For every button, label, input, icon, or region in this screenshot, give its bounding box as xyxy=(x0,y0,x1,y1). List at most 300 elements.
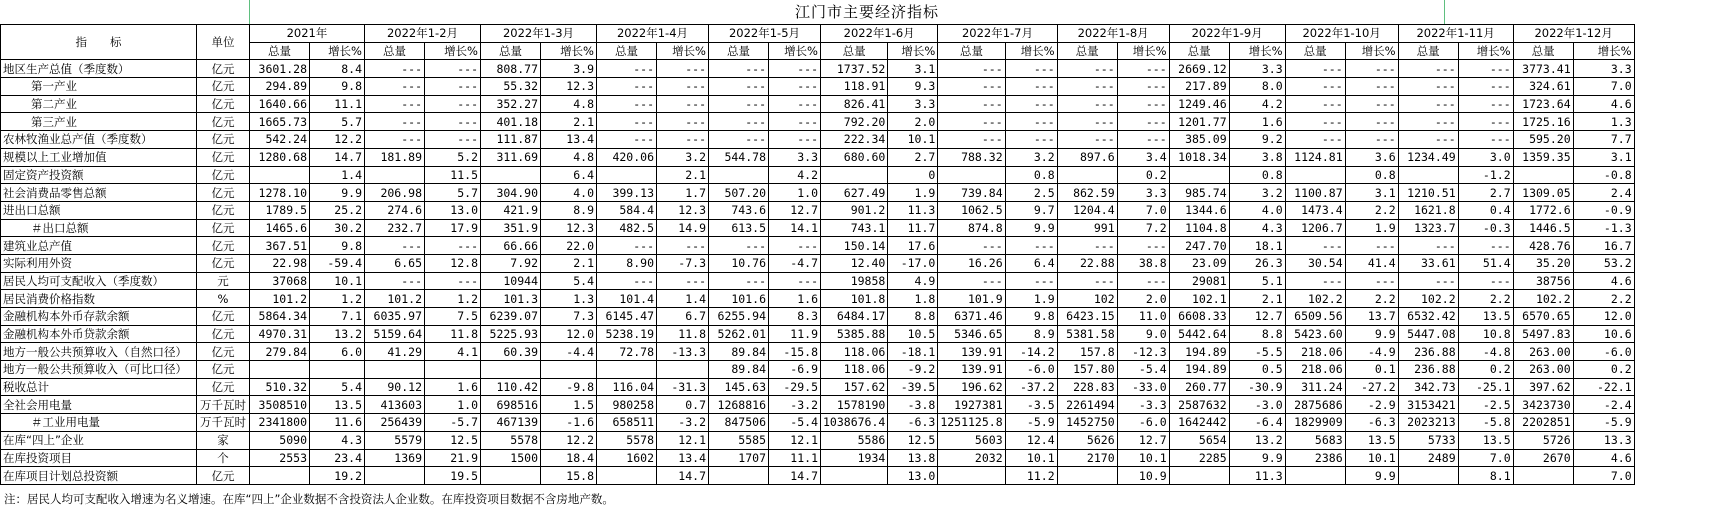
total-value: 420.06 xyxy=(597,148,657,166)
total-value: 428.76 xyxy=(1513,237,1573,255)
growth-value: -6.0 xyxy=(1117,414,1169,432)
total-value: 311.69 xyxy=(481,148,541,166)
growth-header: 增长% xyxy=(1573,42,1634,60)
growth-value: --- xyxy=(769,272,821,290)
growth-value: 19.2 xyxy=(310,467,365,485)
growth-value: 6.4 xyxy=(541,166,597,184)
growth-value: 4.0 xyxy=(1229,201,1285,219)
growth-value: 7.7 xyxy=(1573,131,1634,149)
indicator-name: 居民人均可支配收入（季度数） xyxy=(1,272,197,290)
growth-value: --- xyxy=(425,113,481,131)
growth-value: -6.3 xyxy=(1345,414,1398,432)
growth-value: 13.0 xyxy=(425,201,481,219)
growth-value: 9.9 xyxy=(1229,449,1285,467)
growth-value: --- xyxy=(769,95,821,113)
growth-value: --- xyxy=(1117,78,1169,96)
growth-value: 51.4 xyxy=(1458,254,1513,272)
growth-value: --- xyxy=(769,237,821,255)
table-row xyxy=(1,361,1635,379)
table-row xyxy=(1,78,1635,96)
growth-value: -3.2 xyxy=(657,414,709,432)
total-value: 101.6 xyxy=(709,290,769,308)
growth-value: --- xyxy=(1005,272,1057,290)
total-value: --- xyxy=(1057,272,1117,290)
total-value: 5578 xyxy=(597,431,657,449)
total-value: 102.2 xyxy=(1285,290,1345,308)
growth-header: 增长% xyxy=(425,42,481,60)
total-value: 256439 xyxy=(365,414,425,432)
total-value: --- xyxy=(1398,272,1458,290)
total-value: --- xyxy=(365,78,425,96)
total-value: 991 xyxy=(1057,219,1117,237)
total-header: 总量 xyxy=(1398,42,1458,60)
growth-value: 10.6 xyxy=(1573,325,1634,343)
growth-value: 13.8 xyxy=(888,449,938,467)
total-value: 980258 xyxy=(597,396,657,414)
growth-value: 1.4 xyxy=(310,166,365,184)
total-value: 1621.8 xyxy=(1398,201,1458,219)
growth-value: 1.7 xyxy=(657,184,709,202)
growth-value: 2.0 xyxy=(888,113,938,131)
growth-value: --- xyxy=(1458,60,1513,78)
indicator-unit: 亿元 xyxy=(197,184,250,202)
total-value xyxy=(481,361,541,379)
indicator-unit: 亿元 xyxy=(197,254,250,272)
total-value: 897.6 xyxy=(1057,148,1117,166)
total-value: 1578190 xyxy=(821,396,888,414)
total-value: 1104.8 xyxy=(1169,219,1229,237)
growth-value: 23.4 xyxy=(310,449,365,467)
growth-value: 13.5 xyxy=(1345,431,1398,449)
total-value: 1201.77 xyxy=(1169,113,1229,131)
total-value: 116.04 xyxy=(597,378,657,396)
growth-header: 增长% xyxy=(1345,42,1398,60)
total-value: 1446.5 xyxy=(1513,219,1573,237)
total-value xyxy=(1285,166,1345,184)
total-value: 1602 xyxy=(597,449,657,467)
growth-value: 3.0 xyxy=(1458,148,1513,166)
growth-value: 7.0 xyxy=(1458,449,1513,467)
growth-header: 增长% xyxy=(769,42,821,60)
indicator-unit: 亿元 xyxy=(197,78,250,96)
growth-value: -4.9 xyxy=(1345,343,1398,361)
total-value xyxy=(597,166,657,184)
growth-value: 1.8 xyxy=(888,290,938,308)
growth-value: 3.1 xyxy=(1573,148,1634,166)
table-row xyxy=(1,113,1635,131)
total-value: 413603 xyxy=(365,396,425,414)
total-value: --- xyxy=(709,60,769,78)
growth-value: --- xyxy=(657,237,709,255)
growth-value: -6.3 xyxy=(888,414,938,432)
growth-value: 16.7 xyxy=(1573,237,1634,255)
total-value: 101.9 xyxy=(938,290,1005,308)
growth-value: 3.2 xyxy=(1229,184,1285,202)
growth-value: -3.0 xyxy=(1229,396,1285,414)
growth-value: 9.7 xyxy=(1005,201,1057,219)
growth-value: 1.6 xyxy=(425,378,481,396)
total-header: 总量 xyxy=(365,42,425,60)
total-value: --- xyxy=(1398,131,1458,149)
total-value: --- xyxy=(597,95,657,113)
indicator-name: 在库项目计划总投资额 xyxy=(1,467,197,485)
growth-value: --- xyxy=(1458,272,1513,290)
growth-value: 10.1 xyxy=(1005,449,1057,467)
total-value: 89.84 xyxy=(709,361,769,379)
indicator-unit: 个 xyxy=(197,449,250,467)
total-value: --- xyxy=(709,78,769,96)
total-value: 16.26 xyxy=(938,254,1005,272)
growth-value: 11.0 xyxy=(1117,308,1169,326)
growth-value: 11.1 xyxy=(769,449,821,467)
period-header: 2022年1-6月 xyxy=(821,25,938,43)
total-value: 37068 xyxy=(250,272,310,290)
growth-value: -0.9 xyxy=(1573,201,1634,219)
total-value: 217.89 xyxy=(1169,78,1229,96)
growth-value: 12.0 xyxy=(1573,308,1634,326)
total-value: 7.92 xyxy=(481,254,541,272)
total-value: --- xyxy=(365,272,425,290)
table-row xyxy=(1,449,1635,467)
total-value: 5442.64 xyxy=(1169,325,1229,343)
growth-value: --- xyxy=(425,272,481,290)
growth-value: 2.2 xyxy=(1573,290,1634,308)
growth-value: 4.2 xyxy=(769,166,821,184)
total-value xyxy=(365,166,425,184)
growth-value: -6.4 xyxy=(1229,414,1285,432)
growth-value: 12.1 xyxy=(769,431,821,449)
total-value: 102.2 xyxy=(1513,290,1573,308)
growth-value: -39.5 xyxy=(888,378,938,396)
total-value: 1772.6 xyxy=(1513,201,1573,219)
growth-value: -1.6 xyxy=(541,414,597,432)
total-value: 6423.15 xyxy=(1057,308,1117,326)
total-value: 792.20 xyxy=(821,113,888,131)
total-value: 1018.34 xyxy=(1169,148,1229,166)
growth-value: 2.2 xyxy=(1345,290,1398,308)
growth-value: 2.2 xyxy=(1458,290,1513,308)
growth-value: 2.1 xyxy=(657,166,709,184)
total-value: 680.60 xyxy=(821,148,888,166)
total-value: 6371.46 xyxy=(938,308,1005,326)
total-value: 5238.19 xyxy=(597,325,657,343)
total-value: 101.8 xyxy=(821,290,888,308)
total-value: 542.24 xyxy=(250,131,310,149)
growth-value: --- xyxy=(1117,131,1169,149)
total-value: 274.6 xyxy=(365,201,425,219)
total-header: 总量 xyxy=(1057,42,1117,60)
total-value: --- xyxy=(938,131,1005,149)
growth-value: -0.8 xyxy=(1573,166,1634,184)
total-value: --- xyxy=(1285,272,1345,290)
table-row xyxy=(1,166,1635,184)
growth-value: --- xyxy=(1345,95,1398,113)
total-value: 139.91 xyxy=(938,343,1005,361)
total-header: 总量 xyxy=(709,42,769,60)
growth-value: 1.3 xyxy=(1573,113,1634,131)
total-value: 2032 xyxy=(938,449,1005,467)
growth-value: 11.2 xyxy=(1005,467,1057,485)
growth-value: 12.4 xyxy=(1005,431,1057,449)
total-value: 4970.31 xyxy=(250,325,310,343)
total-value: 2202851 xyxy=(1513,414,1573,432)
growth-header: 增长% xyxy=(1229,42,1285,60)
growth-value: --- xyxy=(425,95,481,113)
growth-value: 6.7 xyxy=(657,308,709,326)
growth-value: 1.9 xyxy=(888,184,938,202)
total-value: 236.88 xyxy=(1398,361,1458,379)
growth-value: -0.3 xyxy=(1458,219,1513,237)
total-value: 101.2 xyxy=(250,290,310,308)
total-value: 247.70 xyxy=(1169,237,1229,255)
total-value: --- xyxy=(365,113,425,131)
growth-value: 2.5 xyxy=(1005,184,1057,202)
total-value xyxy=(709,467,769,485)
total-value: 2386 xyxy=(1285,449,1345,467)
total-value: 5586 xyxy=(821,431,888,449)
total-value: 1737.52 xyxy=(821,60,888,78)
growth-value: --- xyxy=(1117,60,1169,78)
growth-value: --- xyxy=(425,60,481,78)
total-value: 228.83 xyxy=(1057,378,1117,396)
growth-value: 11.8 xyxy=(657,325,709,343)
growth-value: -31.3 xyxy=(657,378,709,396)
growth-value: 8.8 xyxy=(1229,325,1285,343)
total-value: 2341800 xyxy=(250,414,310,432)
total-value: 194.89 xyxy=(1169,343,1229,361)
growth-value: 7.1 xyxy=(310,308,365,326)
growth-value: -5.8 xyxy=(1458,414,1513,432)
growth-value: 13.0 xyxy=(888,467,938,485)
growth-value: -1.2 xyxy=(1458,166,1513,184)
total-value: 2553 xyxy=(250,449,310,467)
total-value: 101.4 xyxy=(597,290,657,308)
growth-header: 增长% xyxy=(1458,42,1513,60)
growth-value: -59.4 xyxy=(310,254,365,272)
total-value: 157.80 xyxy=(1057,361,1117,379)
total-value: 1210.51 xyxy=(1398,184,1458,202)
growth-value: 0.2 xyxy=(1573,361,1634,379)
indicator-unit: 亿元 xyxy=(197,325,250,343)
growth-value: -29.5 xyxy=(769,378,821,396)
growth-value: -9.2 xyxy=(888,361,938,379)
indicator-name: 固定资产投资额 xyxy=(1,166,197,184)
total-value: --- xyxy=(938,272,1005,290)
total-value xyxy=(365,361,425,379)
total-value: 5262.01 xyxy=(709,325,769,343)
total-value xyxy=(1285,467,1345,485)
indicator-name: 全社会用电量 xyxy=(1,396,197,414)
growth-value: --- xyxy=(1345,113,1398,131)
indicator-unit: 亿元 xyxy=(197,201,250,219)
total-value: 788.32 xyxy=(938,148,1005,166)
total-value: 12.40 xyxy=(821,254,888,272)
growth-value: 7.0 xyxy=(1117,201,1169,219)
period-header: 2021年 xyxy=(250,25,365,43)
growth-value: 5.1 xyxy=(1229,272,1285,290)
total-value: 304.90 xyxy=(481,184,541,202)
growth-value: 0.8 xyxy=(1229,166,1285,184)
growth-value: 14.1 xyxy=(769,219,821,237)
growth-value: -14.2 xyxy=(1005,343,1057,361)
indicator-table xyxy=(0,24,1635,485)
total-value xyxy=(1057,166,1117,184)
indicator-name: 社会消费品零售总额 xyxy=(1,184,197,202)
total-value: 1204.4 xyxy=(1057,201,1117,219)
growth-value: -5.7 xyxy=(425,414,481,432)
total-value: 584.4 xyxy=(597,201,657,219)
total-value: 985.74 xyxy=(1169,184,1229,202)
total-value: 6035.97 xyxy=(365,308,425,326)
growth-value: 11.7 xyxy=(888,219,938,237)
growth-value: 3.6 xyxy=(1345,148,1398,166)
growth-value: 17.6 xyxy=(888,237,938,255)
growth-value: 3.3 xyxy=(1117,184,1169,202)
total-value: 102.2 xyxy=(1398,290,1458,308)
growth-value: 15.8 xyxy=(541,467,597,485)
indicator-name: 金融机构本外币贷款余额 xyxy=(1,325,197,343)
total-value: --- xyxy=(1057,95,1117,113)
table-row xyxy=(1,60,1635,78)
sheet-title: 江门市主要经济指标 xyxy=(794,3,939,21)
total-value: 118.06 xyxy=(821,343,888,361)
growth-value: --- xyxy=(657,131,709,149)
total-value xyxy=(1513,166,1573,184)
total-value: 2261494 xyxy=(1057,396,1117,414)
growth-value: 3.4 xyxy=(1117,148,1169,166)
growth-value: --- xyxy=(769,78,821,96)
growth-value: 41.4 xyxy=(1345,254,1398,272)
total-value: --- xyxy=(597,60,657,78)
total-value: 181.89 xyxy=(365,148,425,166)
growth-value xyxy=(657,361,709,379)
growth-value: --- xyxy=(1458,113,1513,131)
growth-value: -3.3 xyxy=(1117,396,1169,414)
total-value: 367.51 xyxy=(250,237,310,255)
total-value: --- xyxy=(1285,237,1345,255)
total-value: --- xyxy=(597,131,657,149)
total-value xyxy=(821,467,888,485)
total-value: 294.89 xyxy=(250,78,310,96)
total-value: 218.06 xyxy=(1285,343,1345,361)
total-value: 150.14 xyxy=(821,237,888,255)
growth-value: 13.5 xyxy=(1458,308,1513,326)
growth-value: --- xyxy=(769,131,821,149)
indicator-name: 农林牧渔业总产值（季度数） xyxy=(1,131,197,149)
total-value: 1038676.4 xyxy=(821,414,888,432)
indicator-name: 税收总计 xyxy=(1,378,197,396)
total-value: --- xyxy=(1398,95,1458,113)
growth-value: -2.9 xyxy=(1345,396,1398,414)
growth-value: 14.7 xyxy=(657,467,709,485)
total-value: --- xyxy=(1285,113,1345,131)
growth-value: 4.6 xyxy=(1573,449,1634,467)
growth-value: 8.9 xyxy=(541,201,597,219)
growth-value: -1.3 xyxy=(1573,219,1634,237)
indicator-unit: 万千瓦时 xyxy=(197,414,250,432)
growth-value: 18.4 xyxy=(541,449,597,467)
total-value: 1665.73 xyxy=(250,113,310,131)
total-value: 421.9 xyxy=(481,201,541,219)
total-value: 3153421 xyxy=(1398,396,1458,414)
total-value: 5423.60 xyxy=(1285,325,1345,343)
growth-value: 18.1 xyxy=(1229,237,1285,255)
total-value: 89.84 xyxy=(709,343,769,361)
total-value xyxy=(597,361,657,379)
total-value: 1707 xyxy=(709,449,769,467)
growth-value: 1.2 xyxy=(425,290,481,308)
growth-value: 7.3 xyxy=(541,308,597,326)
total-value: --- xyxy=(938,60,1005,78)
total-value: 206.98 xyxy=(365,184,425,202)
total-value: 101.2 xyxy=(365,290,425,308)
growth-value: 14.7 xyxy=(310,148,365,166)
indicator-unit: 亿元 xyxy=(197,131,250,149)
growth-value: 8.0 xyxy=(1229,78,1285,96)
total-value: 847506 xyxy=(709,414,769,432)
growth-value: -12.3 xyxy=(1117,343,1169,361)
growth-value: -4.8 xyxy=(1458,343,1513,361)
growth-value: 19.5 xyxy=(425,467,481,485)
total-value: 1829909 xyxy=(1285,414,1345,432)
growth-value: 4.3 xyxy=(310,431,365,449)
total-header: 总量 xyxy=(1285,42,1345,60)
total-value: 72.78 xyxy=(597,343,657,361)
growth-value xyxy=(425,361,481,379)
total-value: 2170 xyxy=(1057,449,1117,467)
table-row xyxy=(1,467,1635,485)
total-value: 1369 xyxy=(365,449,425,467)
total-value: --- xyxy=(597,272,657,290)
growth-value: --- xyxy=(1458,95,1513,113)
total-value: 1062.5 xyxy=(938,201,1005,219)
growth-value: -6.0 xyxy=(1005,361,1057,379)
total-value: 1234.49 xyxy=(1398,148,1458,166)
total-value: --- xyxy=(365,131,425,149)
growth-value: 11.6 xyxy=(310,414,365,432)
table-row xyxy=(1,325,1635,343)
growth-value: 1.9 xyxy=(1345,219,1398,237)
total-value: 3601.28 xyxy=(250,60,310,78)
growth-value: 11.9 xyxy=(769,325,821,343)
growth-value: --- xyxy=(1005,78,1057,96)
growth-value: -22.1 xyxy=(1573,378,1634,396)
growth-value: 2.1 xyxy=(541,113,597,131)
growth-value: 7.5 xyxy=(425,308,481,326)
growth-value: -4.4 xyxy=(541,343,597,361)
period-header: 2022年1-3月 xyxy=(481,25,597,43)
total-value: 743.6 xyxy=(709,201,769,219)
period-header: 2022年1-9月 xyxy=(1169,25,1285,43)
growth-value: 30.2 xyxy=(310,219,365,237)
growth-value: -18.1 xyxy=(888,343,938,361)
growth-value: --- xyxy=(1117,95,1169,113)
indicator-name: 金融机构本外币存款余额 xyxy=(1,308,197,326)
growth-value: --- xyxy=(1458,131,1513,149)
growth-value: -9.8 xyxy=(541,378,597,396)
indicator-unit: 万千瓦时 xyxy=(197,396,250,414)
growth-value: 9.0 xyxy=(1117,325,1169,343)
total-value: --- xyxy=(709,272,769,290)
indicator-name: 地方一般公共预算收入（可比口径） xyxy=(1,361,197,379)
growth-value: 4.0 xyxy=(541,184,597,202)
total-value: 901.2 xyxy=(821,201,888,219)
total-value: 38756 xyxy=(1513,272,1573,290)
growth-value: --- xyxy=(657,272,709,290)
total-value xyxy=(250,361,310,379)
indicator-unit: 亿元 xyxy=(197,148,250,166)
total-value: 1206.7 xyxy=(1285,219,1345,237)
